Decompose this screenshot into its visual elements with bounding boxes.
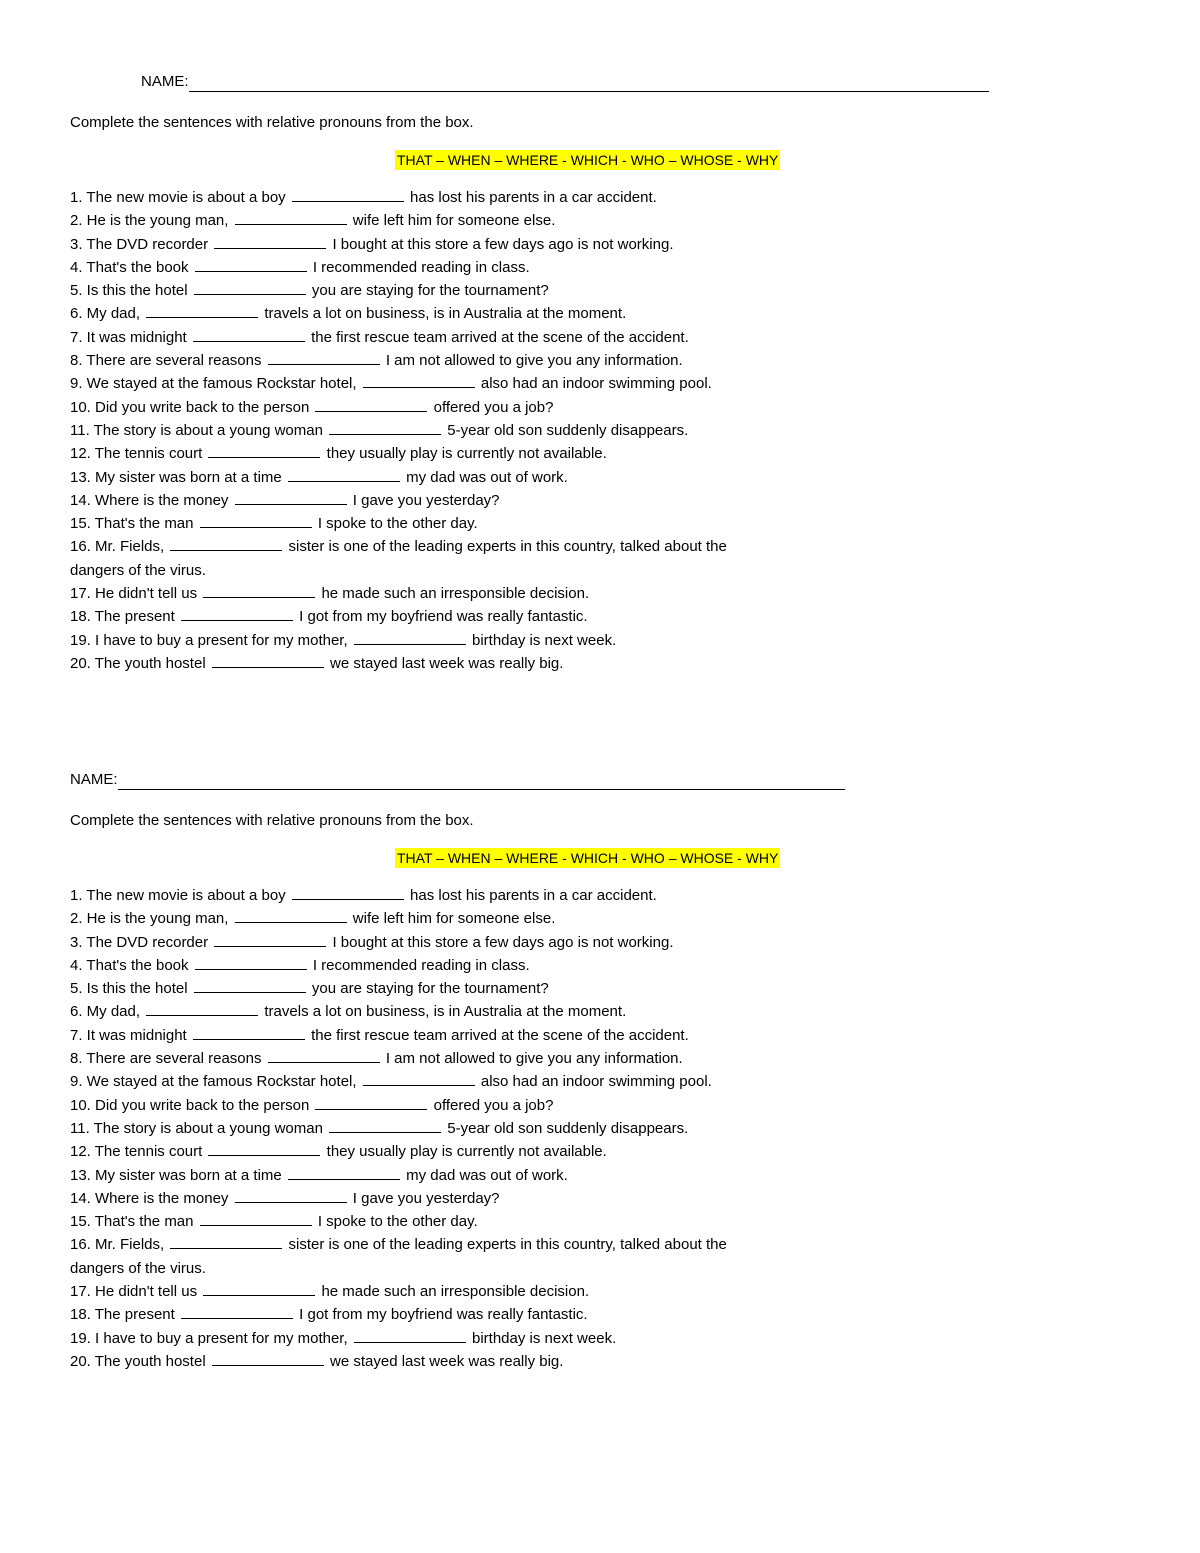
answer-blank[interactable] bbox=[208, 1141, 320, 1156]
answer-blank[interactable] bbox=[212, 1351, 324, 1366]
answer-blank[interactable] bbox=[200, 513, 312, 528]
sentence-item bbox=[70, 442, 750, 465]
sentence-item bbox=[70, 233, 750, 256]
word-box-row bbox=[70, 150, 1070, 172]
sentence-after: you are staying for the tournament? bbox=[311, 980, 549, 998]
sentence-before: 12. The tennis court bbox=[70, 445, 203, 463]
sentence-before: 10. Did you write back to the person bbox=[70, 1096, 310, 1114]
sentence-before: 3. The DVD recorder bbox=[70, 933, 209, 951]
name-line bbox=[141, 72, 1070, 96]
answer-blank[interactable] bbox=[354, 630, 466, 645]
sentence-after: I spoke to the other day. bbox=[317, 1213, 478, 1231]
sentence-after: travels a lot on business, is in Australia at the moment. bbox=[264, 1003, 627, 1021]
answer-blank[interactable] bbox=[214, 932, 326, 947]
sentence-before: 8. There are several reasons bbox=[70, 1050, 262, 1068]
name-blank[interactable] bbox=[118, 771, 845, 790]
sentence-after: I got from my boyfriend was really fantastic. bbox=[299, 608, 588, 626]
sentence-before: 3. The DVD recorder bbox=[70, 235, 209, 253]
instructions: Complete the sentences with relative pronouns from the box. bbox=[70, 114, 474, 131]
sentence-after: birthday is next week. bbox=[472, 631, 617, 649]
answer-blank[interactable] bbox=[181, 1304, 293, 1319]
sentence-before: 14. Where is the money bbox=[70, 491, 229, 509]
sentence-after: I spoke to the other day. bbox=[317, 515, 478, 533]
sentence-after: I got from my boyfriend was really fantastic. bbox=[299, 1306, 588, 1324]
name-line bbox=[70, 770, 1070, 794]
answer-blank[interactable] bbox=[315, 1095, 427, 1110]
sentence-after: he made such an irresponsible decision. bbox=[321, 585, 590, 603]
answer-blank[interactable] bbox=[288, 1165, 400, 1180]
answer-blank[interactable] bbox=[235, 210, 347, 225]
sentence-item bbox=[70, 1000, 750, 1023]
instructions: Complete the sentences with relative pronouns from the box. bbox=[70, 812, 474, 829]
answer-blank[interactable] bbox=[181, 606, 293, 621]
answer-blank[interactable] bbox=[363, 373, 475, 388]
answer-blank[interactable] bbox=[193, 1025, 305, 1040]
sentence-after: sister is one of the leading experts in this country, talked about the dangers of the virus. bbox=[70, 538, 727, 579]
sentence-after: has lost his parents in a car accident. bbox=[410, 887, 657, 904]
sentence-item bbox=[70, 1280, 750, 1303]
sentence-item bbox=[70, 1210, 750, 1233]
answer-blank[interactable] bbox=[214, 234, 326, 249]
sentence-item bbox=[70, 535, 750, 582]
worksheet-1 bbox=[70, 72, 1070, 675]
word-box-row bbox=[70, 848, 1070, 870]
sentence-item bbox=[70, 419, 750, 442]
sentence-item bbox=[70, 605, 750, 628]
sentence-item bbox=[70, 1094, 750, 1117]
sentence-item bbox=[70, 1233, 750, 1280]
sentence-before: 19. I have to buy a present for my mother, bbox=[70, 631, 348, 649]
sentence-item bbox=[70, 1350, 750, 1373]
answer-blank[interactable] bbox=[363, 1071, 475, 1086]
sentence-item bbox=[70, 907, 750, 930]
answer-blank[interactable] bbox=[195, 257, 307, 272]
sentence-item bbox=[70, 1140, 750, 1163]
sentence-after: you are staying for the tournament? bbox=[311, 282, 549, 300]
sentence-after: I bought at this store a few days ago is not working. bbox=[332, 933, 674, 951]
sentence-after: my dad was out of work. bbox=[406, 468, 568, 486]
answer-blank[interactable] bbox=[329, 420, 441, 435]
answer-blank[interactable] bbox=[195, 955, 307, 970]
sentence-after: has lost his parents in a car accident. bbox=[410, 189, 657, 206]
sentence-after: we stayed last week was really big. bbox=[330, 1352, 564, 1370]
answer-blank[interactable] bbox=[212, 653, 324, 668]
sentence-after: I am not allowed to give you any information. bbox=[385, 1050, 683, 1068]
sentence-after: 5-year old son suddenly disappears. bbox=[447, 1119, 689, 1137]
answer-blank[interactable] bbox=[203, 1281, 315, 1296]
sentence-before: 1. The new movie is about a boy bbox=[70, 189, 286, 206]
sentence-after: travels a lot on business, is in Australia at the moment. bbox=[264, 305, 627, 323]
sentence-after: I am not allowed to give you any information. bbox=[385, 352, 683, 370]
sentence-after: wife left him for someone else. bbox=[352, 212, 556, 230]
sentence-item bbox=[70, 1024, 750, 1047]
answer-blank[interactable] bbox=[292, 885, 404, 900]
sentence-before: 6. My dad, bbox=[70, 305, 141, 323]
sentence-item bbox=[70, 372, 750, 395]
name-label: NAME: bbox=[141, 73, 189, 90]
worksheet-2 bbox=[70, 770, 1070, 1373]
sentence-before: 2. He is the young man, bbox=[70, 212, 229, 230]
sentence-item bbox=[70, 652, 750, 675]
sentence-before: 13. My sister was born at a time bbox=[70, 468, 282, 486]
sentence-after: I recommended reading in class. bbox=[312, 956, 530, 974]
name-label: NAME: bbox=[70, 771, 118, 788]
sentence-before: 16. Mr. Fields, bbox=[70, 1236, 165, 1254]
sentence-after: I gave you yesterday? bbox=[352, 491, 500, 509]
sentence-item bbox=[70, 954, 750, 977]
sentence-before: 18. The present bbox=[70, 1306, 175, 1324]
sentence-before: 7. It was midnight bbox=[70, 328, 187, 346]
name-blank[interactable] bbox=[189, 73, 989, 92]
sentence-before: 4. That's the book bbox=[70, 956, 189, 974]
sentence-after: they usually play is currently not available. bbox=[326, 445, 607, 463]
word-box: THAT – WHEN – WHERE - WHICH - WHO – WHOSE - WHY bbox=[397, 850, 779, 866]
sentence-after: wife left him for someone else. bbox=[352, 910, 556, 928]
sentence-before: 11. The story is about a young woman bbox=[70, 1119, 323, 1137]
answer-blank[interactable] bbox=[208, 443, 320, 458]
sentence-before: 13. My sister was born at a time bbox=[70, 1166, 282, 1184]
sentence-after: the first rescue team arrived at the scene of the accident. bbox=[311, 1026, 689, 1044]
sentence-item bbox=[70, 1327, 750, 1350]
sentence-item bbox=[70, 326, 750, 349]
sentence-item bbox=[70, 302, 750, 325]
answer-blank[interactable] bbox=[193, 327, 305, 342]
sentence-before: 1. The new movie is about a boy bbox=[70, 887, 286, 904]
answer-blank[interactable] bbox=[292, 187, 404, 202]
sentence-list bbox=[70, 186, 750, 675]
sentence-item bbox=[70, 1047, 750, 1070]
sentence-after: I gave you yesterday? bbox=[352, 1189, 500, 1207]
answer-blank[interactable] bbox=[268, 350, 380, 365]
sentence-before: 15. That's the man bbox=[70, 1213, 194, 1231]
sentence-item bbox=[70, 186, 750, 209]
answer-blank[interactable] bbox=[268, 1048, 380, 1063]
sentence-item bbox=[70, 349, 750, 372]
sentence-item bbox=[70, 582, 750, 605]
sentence-item bbox=[70, 512, 750, 535]
sentence-item bbox=[70, 884, 750, 907]
sentence-after: birthday is next week. bbox=[472, 1329, 617, 1347]
answer-blank[interactable] bbox=[235, 1188, 347, 1203]
sentence-after: they usually play is currently not available. bbox=[326, 1143, 607, 1161]
sentence-before: 10. Did you write back to the person bbox=[70, 398, 310, 416]
sentence-before: 2. He is the young man, bbox=[70, 910, 229, 928]
sentence-item bbox=[70, 1164, 750, 1187]
sentence-after: 5-year old son suddenly disappears. bbox=[447, 421, 689, 439]
sentence-after: my dad was out of work. bbox=[406, 1166, 568, 1184]
sentence-before: 6. My dad, bbox=[70, 1003, 141, 1021]
sentence-after: sister is one of the leading experts in this country, talked about the dangers of the virus. bbox=[70, 1236, 727, 1277]
sentence-item bbox=[70, 1187, 750, 1210]
answer-blank[interactable] bbox=[354, 1328, 466, 1343]
sentence-after: offered you a job? bbox=[433, 398, 554, 416]
answer-blank[interactable] bbox=[146, 1001, 258, 1016]
answer-blank[interactable] bbox=[170, 536, 282, 551]
sentence-before: 5. Is this the hotel bbox=[70, 282, 188, 300]
sentence-before: 8. There are several reasons bbox=[70, 352, 262, 370]
answer-blank[interactable] bbox=[200, 1211, 312, 1226]
sentence-item bbox=[70, 1070, 750, 1093]
sentence-before: 15. That's the man bbox=[70, 515, 194, 533]
sentence-after: also had an indoor swimming pool. bbox=[480, 375, 712, 393]
sentence-after: he made such an irresponsible decision. bbox=[321, 1283, 590, 1301]
sentence-item bbox=[70, 256, 750, 279]
answer-blank[interactable] bbox=[315, 397, 427, 412]
sentence-before: 17. He didn't tell us bbox=[70, 585, 198, 603]
sentence-before: 12. The tennis court bbox=[70, 1143, 203, 1161]
answer-blank[interactable] bbox=[146, 303, 258, 318]
sentence-before: 18. The present bbox=[70, 608, 175, 626]
sentence-item bbox=[70, 489, 750, 512]
sentence-after: the first rescue team arrived at the scene of the accident. bbox=[311, 328, 689, 346]
sentence-item bbox=[70, 977, 750, 1000]
sentence-before: 7. It was midnight bbox=[70, 1026, 187, 1044]
answer-blank[interactable] bbox=[203, 583, 315, 598]
answer-blank[interactable] bbox=[194, 978, 306, 993]
sentence-before: 5. Is this the hotel bbox=[70, 980, 188, 998]
sentence-before: 14. Where is the money bbox=[70, 1189, 229, 1207]
answer-blank[interactable] bbox=[194, 280, 306, 295]
sentence-after: we stayed last week was really big. bbox=[330, 654, 564, 672]
sentence-item bbox=[70, 1117, 750, 1140]
sentence-before: 19. I have to buy a present for my mother, bbox=[70, 1329, 348, 1347]
sentence-before: 20. The youth hostel bbox=[70, 1352, 206, 1370]
sentence-item bbox=[70, 209, 750, 232]
sentence-item bbox=[70, 396, 750, 419]
sentence-item bbox=[70, 629, 750, 652]
answer-blank[interactable] bbox=[235, 908, 347, 923]
sentence-item bbox=[70, 466, 750, 489]
sentence-item bbox=[70, 1303, 750, 1326]
sentence-item bbox=[70, 279, 750, 302]
sentence-before: 11. The story is about a young woman bbox=[70, 421, 323, 439]
sentence-before: 16. Mr. Fields, bbox=[70, 538, 165, 556]
sentence-after: I recommended reading in class. bbox=[312, 258, 530, 276]
sentence-before: 20. The youth hostel bbox=[70, 654, 206, 672]
sentence-after: also had an indoor swimming pool. bbox=[480, 1073, 712, 1091]
sentence-list bbox=[70, 884, 750, 1373]
sentence-item bbox=[70, 931, 750, 954]
answer-blank[interactable] bbox=[288, 467, 400, 482]
word-box: THAT – WHEN – WHERE - WHICH - WHO – WHOSE - WHY bbox=[397, 152, 779, 168]
sentence-before: 9. We stayed at the famous Rockstar hotel, bbox=[70, 1073, 357, 1091]
sentence-before: 9. We stayed at the famous Rockstar hotel, bbox=[70, 375, 357, 393]
sentence-after: I bought at this store a few days ago is not working. bbox=[332, 235, 674, 253]
sentence-after: offered you a job? bbox=[433, 1096, 554, 1114]
sentence-before: 17. He didn't tell us bbox=[70, 1283, 198, 1301]
sentence-before: 4. That's the book bbox=[70, 258, 189, 276]
answer-blank[interactable] bbox=[329, 1118, 441, 1133]
answer-blank[interactable] bbox=[170, 1234, 282, 1249]
answer-blank[interactable] bbox=[235, 490, 347, 505]
